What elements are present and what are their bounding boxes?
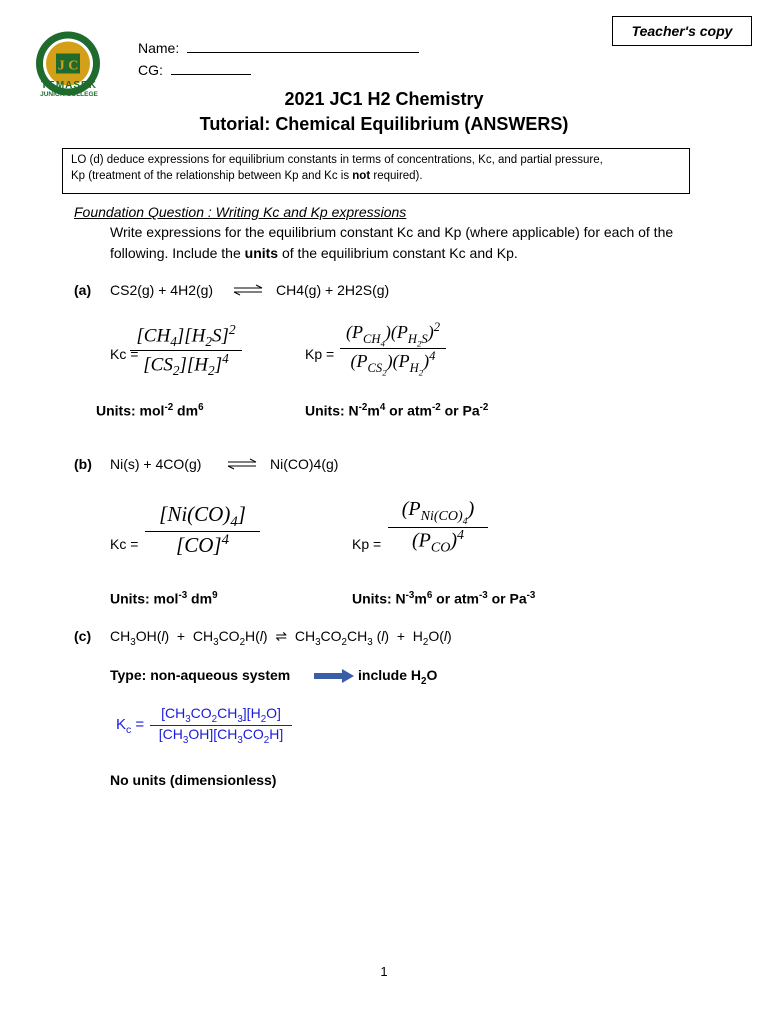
question-b-products: Ni(CO)4(g) (270, 456, 339, 472)
question-b-kp-expression: $(P_{Ni(CO)_4})$ $(P_{CO})^4$ (388, 498, 488, 556)
question-c-units: No units (dimensionless) (110, 772, 277, 788)
question-a-kp-expression: $(P_{CH_4})(P_{H_2S})^2$ $(P_{CS_2})(P_{H_2})^4$ (340, 320, 446, 377)
question-b-reactants: Ni(s) + 4CO(g) (110, 456, 202, 472)
question-c-kc-label: $K_c$ = (116, 716, 145, 736)
question-b-kp-units: Units: $N^{-3}m^6$ or atm$^{-3}$ or $Pa^{-3}$ (352, 590, 536, 607)
cg-field: CG: (138, 62, 251, 78)
question-a-products: CH4(g) + 2H2S(g) (276, 282, 390, 298)
question-b-kp-label: Kp = (352, 536, 382, 552)
equilibrium-arrow-icon (232, 284, 264, 296)
question-a-kp-label: Kp = (305, 346, 335, 362)
question-c-type: Type: non-aqueous system (110, 667, 291, 683)
question-b-kc-units: Units: mol$^{-3}$ $dm^9$ (110, 590, 218, 607)
name-blank (187, 40, 419, 53)
question-c-include: include $H_2O$ (358, 667, 438, 687)
foundation-heading: Foundation Question : Writing Kc and Kp expressions (74, 204, 407, 220)
question-b-kc-expression: $[Ni(CO)_4]$ [CO]$^4$ (145, 502, 260, 558)
question-a-kc-label: Kc = (110, 346, 139, 362)
question-a-kp-units: Units: $N^{-2}m^4$ or atm$^{-2}$ or $Pa^{-2}$ (305, 402, 489, 419)
question-c-label: (c) (74, 628, 92, 644)
svg-text:J C: J C (57, 58, 79, 74)
right-arrow-icon (314, 669, 354, 683)
teachers-copy-badge: Teacher's copy (612, 16, 752, 46)
foundation-instructions: Write expressions for the equilibrium constant Kc and Kp (where applicable) for each of the following. Include the units of the equilibrium constant Kc and Kp. (110, 224, 674, 261)
equilibrium-arrow-icon (226, 458, 258, 470)
cg-blank (171, 62, 251, 75)
question-c-equation: $CH_3OH(l) + CH_3CO_2H(l)$ ⇌ $CH_3CO_2CH_3$ $(l) + H_2O(l)$ (110, 628, 452, 648)
learning-objective-box: LO (d) deduce expressions for equilibrium constants in terms of concentrations, Kc, and partial pressure, Kp (treatment of the relationship between Kp and Kc is not required). (62, 148, 690, 194)
page-number: 1 (380, 964, 388, 979)
question-a-reactants: CS2(g) + 4H2(g) (110, 282, 214, 298)
school-name: TEMASEK JUNIOR COLLEGE (40, 80, 98, 98)
name-field: Name: (138, 40, 419, 56)
page-title: 2021 JC1 H2 Chemistry (284, 89, 484, 109)
page-subtitle: Tutorial: Chemical Equilibrium (ANSWERS) (199, 114, 569, 134)
question-a-kc-units: Units: mol$^{-2}$ $dm^6$ (96, 402, 204, 419)
question-c-kc-expression: $[CH_3CO_2CH_3][H_2O]$ $[CH_3OH][CH_3CO_2H]$ (150, 705, 292, 746)
question-a-label: (a) (74, 282, 92, 298)
question-b-kc-label: Kc = (110, 536, 139, 552)
question-a-kc-expression: $[CH_4][H_2S]^2$ $[CS_2][H_2]^4$ (130, 322, 242, 379)
question-b-label: (b) (74, 456, 92, 472)
